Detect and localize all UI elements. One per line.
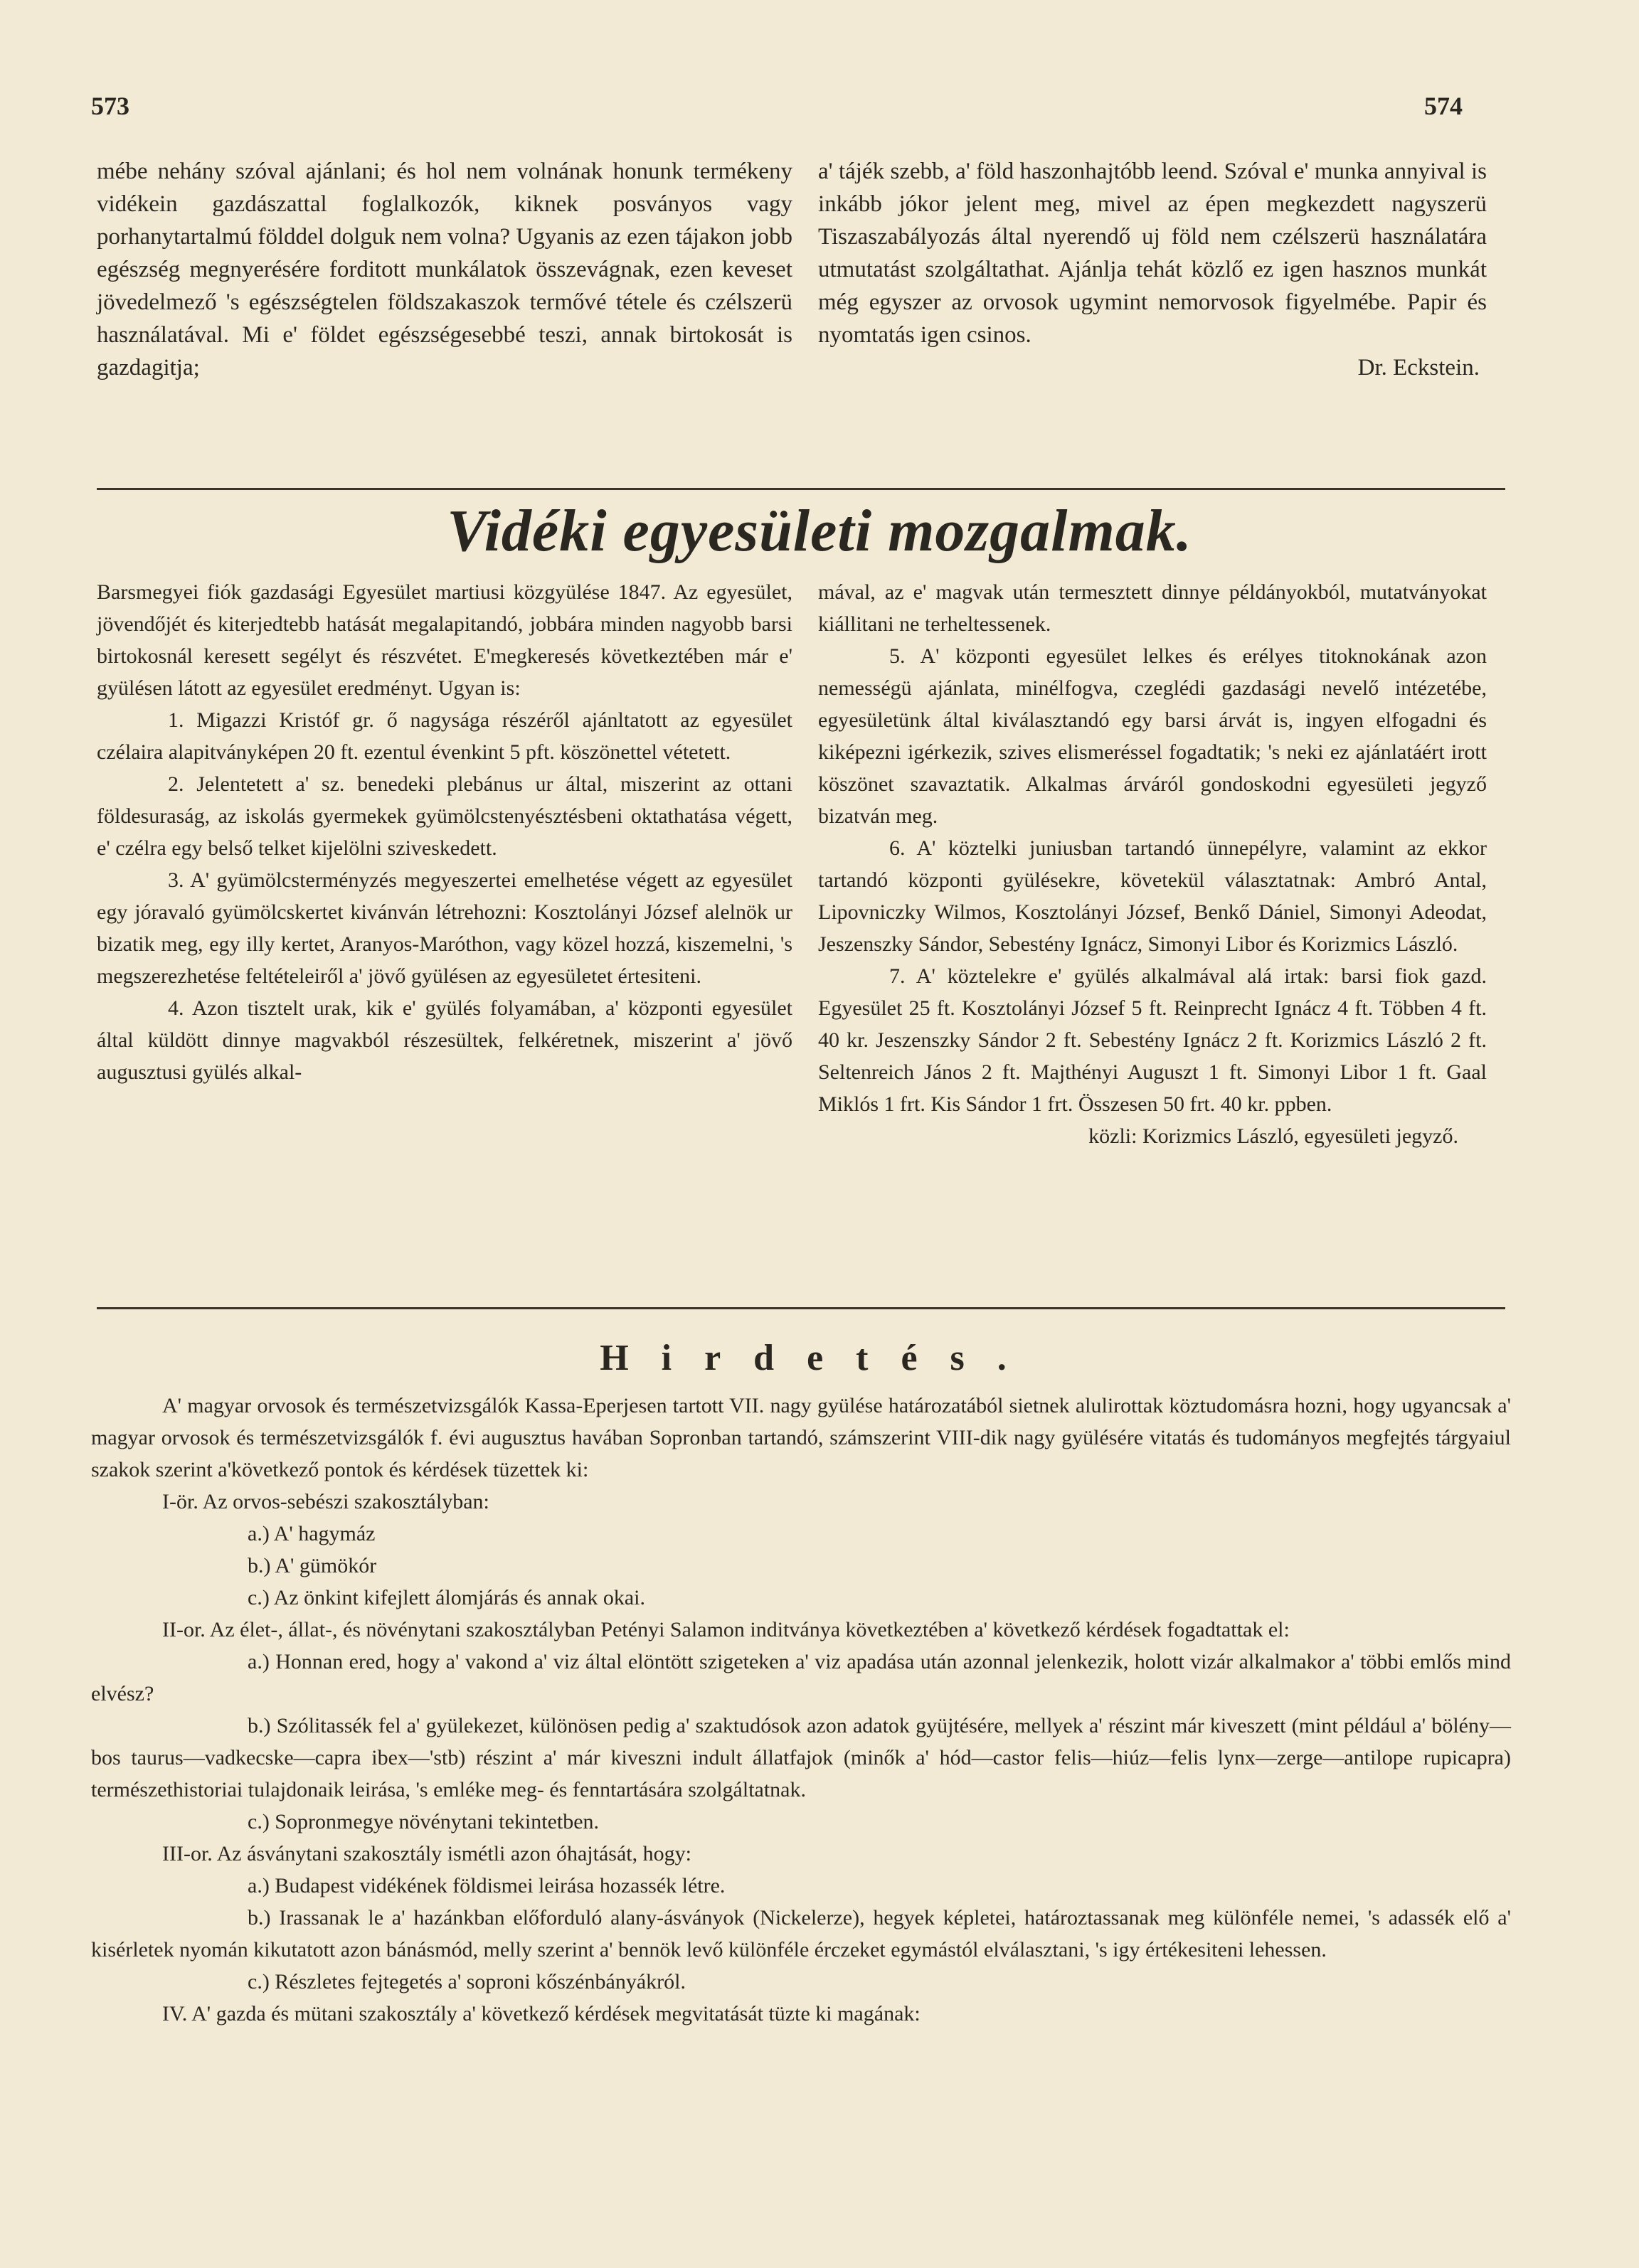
page-number-left: 573 <box>91 92 129 120</box>
section-title: Vidéki egyesületi mozgalmak. <box>447 498 1192 564</box>
announcement-body <box>91 1390 1511 2030</box>
list-item: a.) Budapest vidékének földismei leirása hozassék létre. <box>248 1874 726 1897</box>
list-item: a.) A' hagymáz <box>248 1522 376 1545</box>
divider-rule <box>97 488 1505 490</box>
mid-right-column <box>818 576 1487 1152</box>
list-item: c.) Részletes fejtegetés a' soproni kőszénbányákról. <box>248 1970 686 1993</box>
numbered-item: 5. A' központi egyesület lelkes és erélyes titoknokának azon nemességü ajánlata, minélfogva, czeglédi gazdasági nevelő intézetébe, egyesületünk által kiválasztandó egy barsi árvát is, ingyen elfogadni és kiképezni igérkezik, szives elismeréssel fogadtatik; 's neki ez ajánlatáért irott köszönet szavaztatik. Alkalmas árváról gondoskodni egyesületi jegyző bizatván meg. <box>818 644 1487 828</box>
list-item: c.) Sopronmegye növénytani tekintetben. <box>248 1810 600 1833</box>
list-item: b.) Szólitassék fel a' gyülekezet, különösen pedig a' szaktudósok azon adatok gyüjtésére, mellyek a' részint már kiveszett (mint például a' bölény—bos taurus—vadkecske—capra ibex—'stb) részint a' már kiveszni indult állatfajok (minők a' hód—castor felis—hiúz—felis lynx—zerge—antilope rupicapra) természethistoriai tulajdonaik leirása, 's emléke meg- és fenntartására szolgáltatnak. <box>91 1714 1511 1801</box>
numbered-item: 3. A' gyümölcsterményzés megyeszertei emelhetése végett az egyesület egy jóravaló gyümölcskertet kivánván létrehozni: Kosztolányi József alelnök ur bizatik meg, egy illy kertet, Aranyos-Maróthon, vagy közel hozzá, kiszemelni, 's megszerezhetése feltételeiről a' jövő gyülésen az egyesületet értesiteni. <box>97 868 792 988</box>
paragraph: mával, az e' magvak után termesztett dinnye példányokból, mutatványokat kiállitani ne terheltessenek. <box>818 580 1487 636</box>
paragraph: mébe nehány szóval ajánlani; és hol nem volnának honunk termékeny vidékein gazdászattal foglalkozók, kiknek posványos vagy porhanytartalmú földdel dolguk nem volna? Ugyanis az ezen tájakon jobb egészség megnyerésére forditott munkálatok összevágnak, ezen keveset jövedelmező 's egészségtelen földszakaszok termővé tétele és czélszerü használatával. Mi e' földet egészségesebbé teszi, annak birtokosát is gazdagitja; <box>97 159 792 380</box>
list-item: c.) Az önkint kifejlett álomjárás és annak okai. <box>248 1586 645 1609</box>
paragraph: A' magyar orvosok és természetvizsgálók Kassa-Eperjesen tartott VII. nagy gyülése határozatából sietnek alulirottak köztudomásra hozni, hogy ugyancsak a' magyar orvosok és természetvizsgálók f. évi augusztus havában Sopronban tartandó, számszerint VIII-dik nagy gyülésére vitatás és tudományos megfejtés tárgyaiul szakok szerint a'következő pontok és kérdések tüzettek ki: <box>91 1394 1511 1481</box>
page-number-right: 574 <box>1424 92 1463 120</box>
list-item: b.) A' gümökór <box>248 1554 377 1577</box>
top-right-column <box>818 155 1487 384</box>
announcement-title: Hirdetés. <box>600 1338 1039 1378</box>
numbered-item: 6. A' köztelki juniusban tartandó ünnepélyre, valamint az ekkor tartandó központi gyülésekre, követekül választatnak: Ambró Antal, Lipovniczky Wilmos, Kosztolányi József, Benkő Dániel, Simonyi Adeodat, Jeszenszky Sándor, Sebestény Ignácz, Simonyi Libor és Korizmics László. <box>818 836 1487 956</box>
list-item: a.) Honnan ered, hogy a' vakond a' viz által elöntött szigeteken a' viz apadása után azonnal jelenkezik, holott vizár alkalmakor a' többi emlős mind elvész? <box>91 1650 1511 1705</box>
numbered-item: 4. Azon tisztelt urak, kik e' gyülés folyamában, a' központi egyesület által küldött dinnye magvakból részesültek, felkéretnek, miszerint a' jövő augusztusi gyülés alkal- <box>97 996 792 1084</box>
section-heading: I-ör. Az orvos-sebészi szakosztályban: <box>162 1490 489 1513</box>
section-heading: IV. A' gazda és mütani szakosztály a' következő kérdések megvitatását tüzte ki magának: <box>162 2002 921 2025</box>
section-heading: II-or. Az élet-, állat-, és növénytani szakosztályban Petényi Salamon inditványa következtében a' következő kérdések fogadtattak el: <box>162 1618 1290 1641</box>
paragraph: Barsmegyei fiók gazdasági Egyesület martiusi közgyülése 1847. Az egyesület, jövendőjét és kiterjedtebb hatását megalapitandó, jobbára minden nagyobb barsi birtokosnál keresett segélyt és részvétet. E'megkeresés következtében már e' gyülésen látott az egyesület eredményt. Ugyan is: <box>97 580 792 700</box>
mid-left-column <box>97 576 792 1088</box>
paragraph: a' tájék szebb, a' föld haszonhajtóbb leend. Szóval e' munka annyival is inkább jókor jelent meg, mivel az épen megkezdett nagyszerü Tiszaszabályozás által nyerendő uj föld nem czélszerü használatára utmutatást szolgáltathat. Ajánlja tehát közlő ez igen hasznos munkát még egyszer az orvosok ugymint nemorvosok figyelmébe. Papir és nyomtatás igen csinos. <box>818 159 1487 348</box>
numbered-item: 2. Jelentetett a' sz. benedeki plebánus ur által, miszerint az ottani földesuraság, az iskolás gyermekek gyümölcstenyésztésbeni oktathatása végett, e' czélra egy belső telket kijelölni sziveskedett. <box>97 772 792 860</box>
numbered-item: 1. Migazzi Kristóf gr. ő nagysága részéről ajánltatott az egyesület czélaira alapitványképen 20 ft. ezentul évenkint 5 pft. köszönettel vétetett. <box>97 708 792 764</box>
section-heading: III-or. Az ásványtani szakosztály ismétli azon óhajtását, hogy: <box>162 1842 691 1865</box>
reporter-signature: közli: Korizmics László, egyesületi jegyző. <box>1088 1124 1458 1148</box>
top-left-column <box>97 155 792 384</box>
author-signature: Dr. Eckstein. <box>1357 355 1480 380</box>
numbered-item: 7. A' köztelekre e' gyülés alkalmával alá irtak: barsi fiok gazd. Egyesület 25 ft. Kosztolányi József 5 ft. Reinprecht Ignácz 4 ft. Többen 4 ft. 40 kr. Jeszenszky Sándor 2 ft. Sebestény Ignácz 2 ft. Korizmics László 2 ft. Seltenreich János 2 ft. Majthényi Auguszt 1 ft. Simonyi Libor 1 ft. Gaal Miklós 1 frt. Kis Sándor 1 frt. Összesen 50 frt. 40 kr. ppben. <box>818 964 1487 1116</box>
list-item: b.) Irassanak le a' hazánkban előforduló alany-ásványok (Nickelerze), hegyek képletei, határoztassanak meg különféle nemei, 's adassék elő a' kisérletek nyomán kikutatott azon bánásmód, melly szerint a' bennök levő különféle érczeket egymástól elválasztani, 's igy értékesiteni lehessen. <box>91 1906 1511 1961</box>
divider-rule <box>97 1307 1505 1309</box>
